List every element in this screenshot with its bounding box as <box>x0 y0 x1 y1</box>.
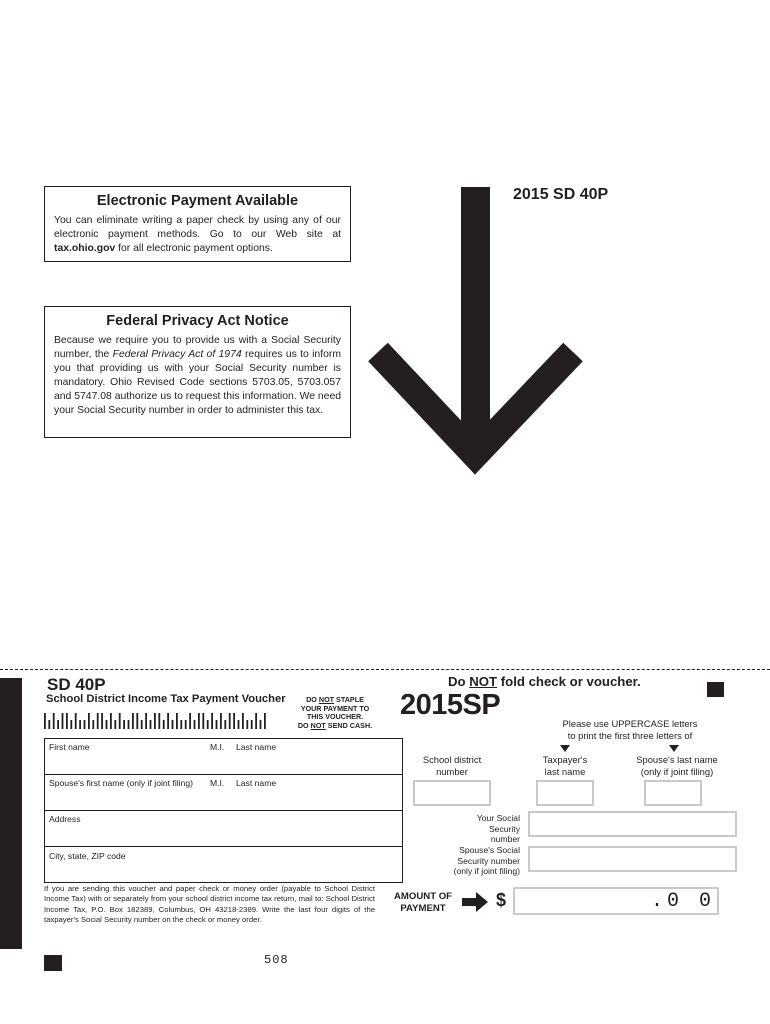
amount-of-payment-field[interactable] <box>513 887 719 915</box>
form-footer-code: 508 <box>264 953 289 967</box>
spouse-pointer-icon <box>669 745 679 753</box>
electronic-payment-text: You can eliminate writing a paper check by using any of our electronic payment methods. Go to our Web site at tax.ohio.gov for all electronic payment options. <box>54 215 341 254</box>
registration-mark-top-right <box>707 682 724 697</box>
spouse-ssn-field[interactable] <box>528 846 737 872</box>
privacy-notice-title: Federal Privacy Act Notice <box>106 313 289 329</box>
registration-mark-bottom-left <box>44 955 62 971</box>
electronic-payment-title: Electronic Payment Available <box>96 193 299 209</box>
your-ssn-label: Your Social Security number <box>476 813 520 844</box>
privacy-notice-text: Because we require you to provide us with a Social Security number, the Federal Privacy Act of 1974 requires us to inform you that providing us with your Social Security number is mandatory. Ohio Revised Code sections 5703.05, 5703.057 and 5747.08 authorize us to request this information. We need your Social Security number in order to administer this tax. <box>54 335 341 416</box>
do-not-fold-note: Do NOT fold check or voucher. <box>448 674 641 689</box>
tax-ohio-link[interactable]: tax.ohio.gov <box>54 243 116 254</box>
taxpayer-last-name-label: Taxpayer's last name <box>542 754 588 777</box>
amount-of-payment-label: AMOUNT OF PAYMENT <box>393 891 453 914</box>
spouse-name-row[interactable]: Spouse's first name (only if joint filing) M.I. Last name <box>45 775 402 811</box>
form-id-top: 2015 SD 40P <box>513 186 609 203</box>
address-row[interactable]: Address <box>45 811 402 847</box>
your-ssn-field[interactable] <box>528 811 737 837</box>
voucher-form-code: SD 40P <box>47 675 106 694</box>
left-registration-bar <box>0 678 22 949</box>
voucher-subtitle: School District Income Tax Payment Voucher <box>46 693 286 705</box>
spouse-last-name-label: Spouse's last name (only if joint filing) <box>636 754 718 777</box>
electronic-payment-box <box>44 186 351 262</box>
dollar-sign: $ <box>496 890 507 910</box>
spouse-last-name-field[interactable] <box>644 780 702 806</box>
postal-barcode <box>44 713 269 729</box>
name-address-grid <box>44 738 403 883</box>
taxpayer-last-name-field[interactable] <box>536 780 594 806</box>
uppercase-note: Please use UPPERCASE letters to print the first three letters of <box>562 718 698 741</box>
down-arrow-icon <box>364 180 586 480</box>
taxpayer-pointer-icon <box>560 745 570 753</box>
cents-placeholder: .0 0 <box>650 890 715 913</box>
school-district-number-field[interactable] <box>413 780 491 806</box>
perforation-line <box>0 669 770 670</box>
privacy-notice-box <box>44 306 351 438</box>
do-not-staple-note: DO NOT STAPLE YOUR PAYMENT TO THIS VOUCHER. DO NOT SEND CASH. <box>297 695 373 730</box>
city-state-zip-row[interactable]: City, state, ZIP code <box>49 851 126 861</box>
mailing-instructions: If you are sending this voucher and paper check or money order (payable to School District Income Tax) with or separately from your school district income tax return, mail to: School District Income Tax, P.O. Box 182389, Columbus, OH 43218-2389. Write the last four digits of the taxpayer's Social Security number on the check or money order. <box>44 884 375 925</box>
first-name-row[interactable]: First name M.I. Last name <box>45 739 402 775</box>
right-pointing-arrow-icon <box>462 892 488 912</box>
voucher-year-code: 2015SP <box>400 689 501 721</box>
school-district-label: School district number <box>422 754 482 777</box>
spouse-ssn-label: Spouse's Social Security number (only if joint filing) <box>453 845 520 876</box>
